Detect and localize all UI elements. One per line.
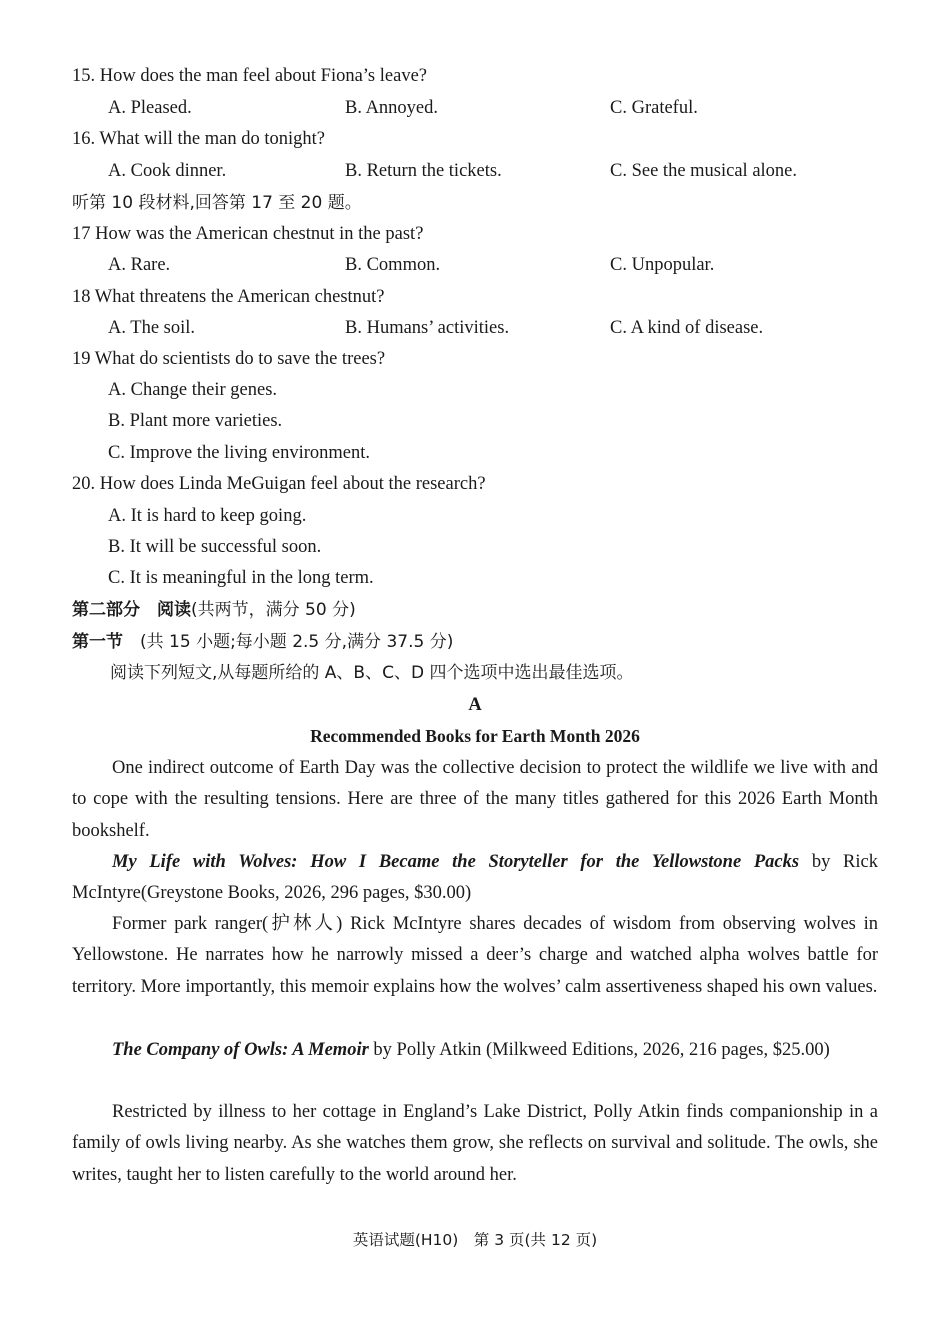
question-text: What will the man do tonight? bbox=[99, 129, 325, 149]
question-number: 15. bbox=[72, 66, 96, 86]
book1-title: My Life with Wolves: How I Became the Storyteller for the Yellowstone Packs bbox=[112, 852, 800, 872]
question-text: How does Linda MeGuigan feel about the research? bbox=[99, 474, 486, 494]
option-c: C. It is meaningful in the long term. bbox=[108, 568, 374, 588]
reading-instruction: 阅读下列短文,从每题所给的 A、B、C、D 四个选项中选出最佳选项。 bbox=[110, 663, 634, 683]
section-heading bbox=[72, 630, 453, 654]
option-b: B. Annoyed. bbox=[345, 98, 439, 118]
option-b: B. Humans’ activities. bbox=[345, 318, 510, 338]
question-text: What do scientists do to save the trees? bbox=[94, 349, 386, 369]
option-a: A. The soil. bbox=[108, 318, 196, 338]
question-number: 16. bbox=[72, 129, 96, 149]
part-heading bbox=[72, 598, 356, 622]
passage-intro bbox=[72, 753, 878, 847]
question-17 bbox=[72, 222, 423, 246]
option-b: B. Plant more varieties. bbox=[108, 411, 283, 431]
question-15 bbox=[72, 64, 427, 88]
question-number: 18 bbox=[72, 287, 91, 307]
option-c: C. See the musical alone. bbox=[610, 161, 798, 181]
question-20 bbox=[72, 472, 486, 496]
option-b: B. It will be successful soon. bbox=[108, 537, 322, 557]
question-text: What threatens the American chestnut? bbox=[94, 287, 385, 307]
book2-title: The Company of Owls: A Memoir bbox=[112, 1040, 369, 1060]
option-c: C. A kind of disease. bbox=[610, 318, 764, 338]
book1-description bbox=[72, 909, 878, 1003]
option-a: A. Rare. bbox=[108, 255, 171, 275]
page-footer: 英语试题(H10) 第 3 页(共 12 页) bbox=[352, 1231, 598, 1249]
part-title: 第二部分 阅读 bbox=[72, 600, 191, 620]
option-b: B. Return the tickets. bbox=[345, 161, 502, 181]
option-a: A. Pleased. bbox=[108, 98, 192, 118]
book2-info: by Polly Atkin (Milkweed Editions, 2026, 216 pages, $25.00) bbox=[368, 1040, 830, 1060]
question-number: 17 bbox=[72, 224, 91, 244]
book2-entry bbox=[72, 1035, 878, 1066]
option-a: A. Change their genes. bbox=[108, 380, 278, 400]
question-text: How was the American chestnut in the past? bbox=[95, 224, 424, 244]
book2-desc-text: Restricted by illness to her cottage in England’s Lake District, Polly Atkin finds companionship in a family of owls living nearby. As she watches them grow, she reflects on survival and solitude. The owls, she writes, taught her to listen carefully to the world around her. bbox=[72, 1102, 878, 1185]
book1-desc-text: Former park ranger(护林人) Rick McIntyre shares decades of wisdom from observing wolves in Yellowstone. He narrates how he narrowly missed a deer’s charge and watched alpha wolves battle for territory. More importantly, this memoir explains how the wolves’ calm assertiveness shaped his own values. bbox=[72, 914, 878, 997]
section-title: 第一节 bbox=[72, 632, 123, 652]
passage-letter: A bbox=[468, 695, 482, 715]
option-a: A. It is hard to keep going. bbox=[108, 506, 307, 526]
section-note: (共 15 小题;每小题 2.5 分,满分 37.5 分) bbox=[140, 632, 454, 652]
passage-title: Recommended Books for Earth Month 2026 bbox=[310, 726, 640, 746]
question-number: 20. bbox=[72, 474, 96, 494]
book1-info: by Rick McIntyre(Greystone Books, 2026, 296 pages, $30.00) bbox=[72, 852, 878, 904]
question-16 bbox=[72, 127, 325, 151]
part-note: (共两节，满分 50 分) bbox=[191, 600, 356, 620]
question-text: How does the man feel about Fiona’s leave? bbox=[99, 66, 427, 86]
book2-description bbox=[72, 1097, 878, 1191]
option-a: A. Cook dinner. bbox=[108, 161, 227, 181]
option-c: C. Unpopular. bbox=[610, 255, 715, 275]
option-c: C. Grateful. bbox=[610, 98, 698, 118]
listening-section-instruction: 听第 10 段材料,回答第 17 至 20 题。 bbox=[72, 193, 362, 213]
question-18 bbox=[72, 285, 385, 309]
intro-text: One indirect outcome of Earth Day was the collective decision to protect the wildlife we live with and to cope with the resulting tensions. Here are three of the many titles gathered for this 2026 Earth Month bookshelf. bbox=[72, 758, 878, 841]
question-19 bbox=[72, 347, 385, 371]
question-number: 19 bbox=[72, 349, 91, 369]
option-b: B. Common. bbox=[345, 255, 441, 275]
book1-entry bbox=[72, 847, 878, 910]
option-c: C. Improve the living environment. bbox=[108, 443, 371, 463]
